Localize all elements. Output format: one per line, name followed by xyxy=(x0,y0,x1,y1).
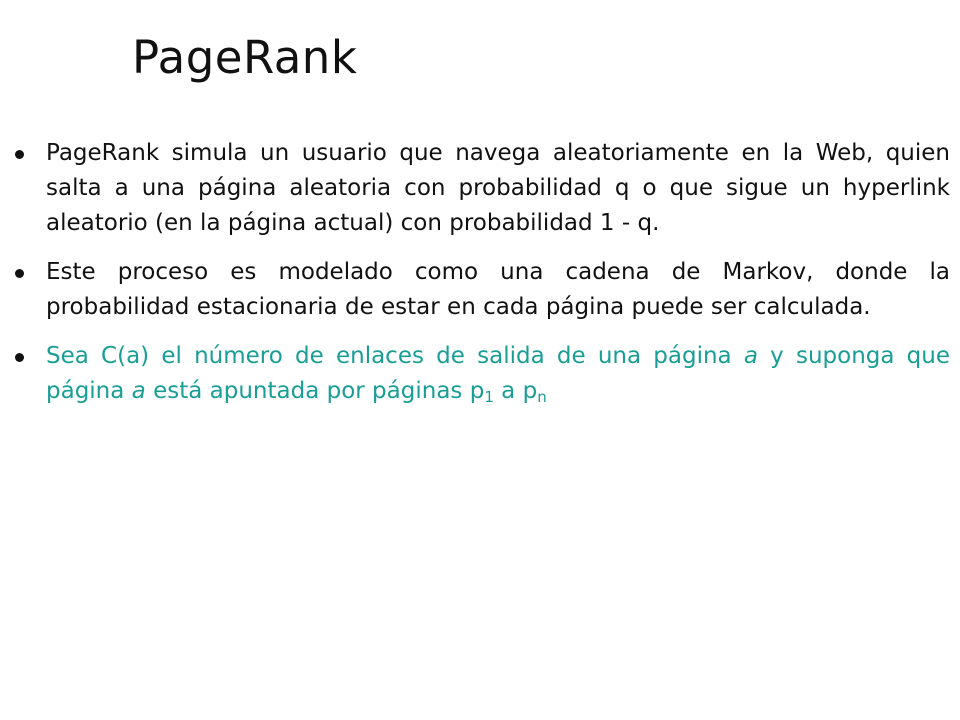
bullet-dot-icon xyxy=(15,353,24,362)
variable-a: a xyxy=(743,343,758,369)
bullet-text-part: Sea C(a) el número de enlaces de salida de una página xyxy=(46,343,744,369)
subscript-1: 1 xyxy=(484,388,494,406)
bullet-text: PageRank simula un usuario que navega aleatoriamente en la Web, quien salta a una página aleatoria con probabilidad q o que sigue un hyperlink aleatorio (en la página actual) con probabilidad 1 - q. xyxy=(46,140,950,236)
bullet-item-pagerank-definition xyxy=(46,136,950,241)
bullet-text: Este proceso es modelado como una cadena de Markov, donde la probabilidad estacionaria de estar en cada página puede ser calculada. xyxy=(46,259,950,320)
subscript-n: n xyxy=(537,388,547,406)
bullet-text-part: y suponga que página xyxy=(46,343,950,404)
bullet-text-part: a p xyxy=(493,378,538,404)
bullet-item-markov-chain xyxy=(46,255,950,325)
bullet-text-part: está apuntada por páginas p xyxy=(145,378,485,404)
bullet-dot-icon xyxy=(15,150,24,159)
variable-a: a xyxy=(131,378,146,404)
slide-title: PageRank xyxy=(132,31,358,84)
bullet-list xyxy=(46,136,950,409)
bullet-dot-icon xyxy=(15,269,24,278)
bullet-item-outlinks-definition xyxy=(46,339,950,409)
